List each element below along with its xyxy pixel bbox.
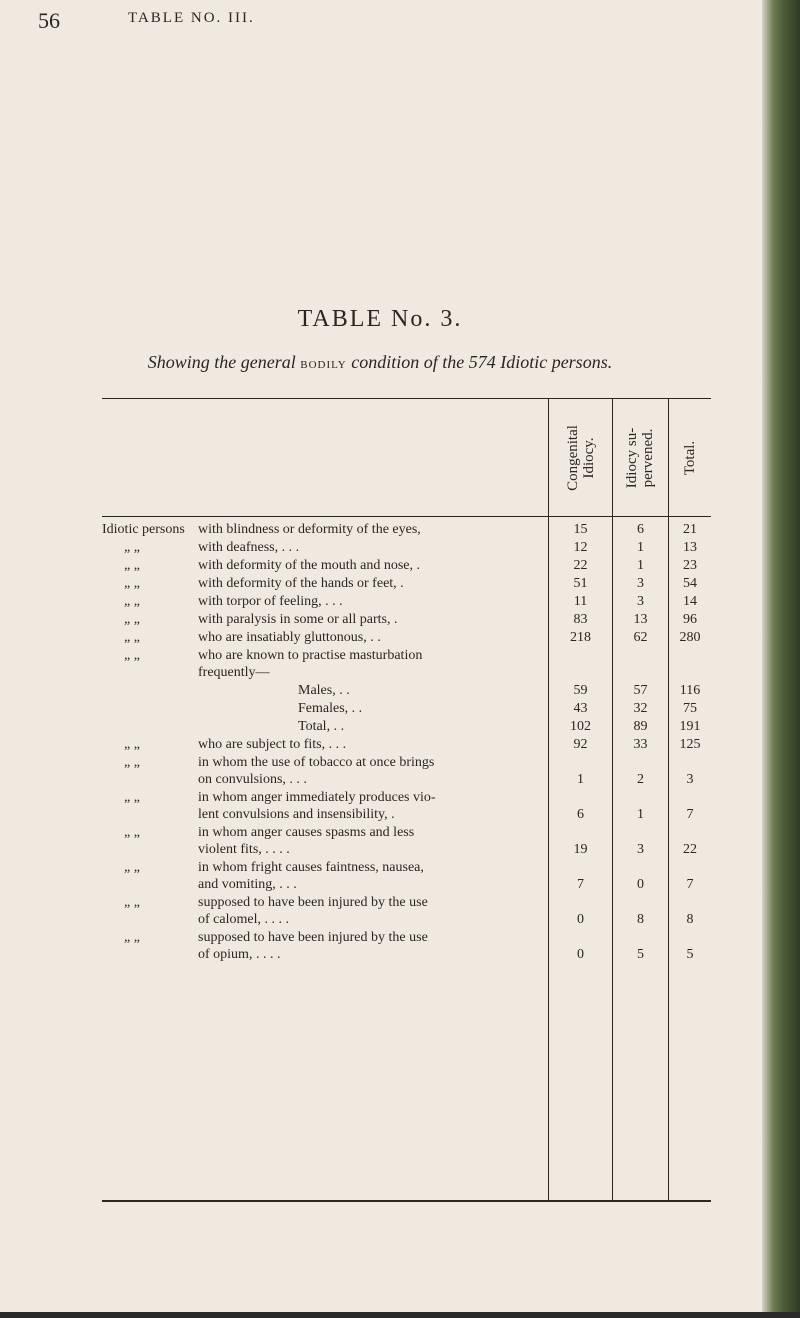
row-label-line (102, 824, 552, 841)
cell-total: 13 (683, 540, 697, 555)
cell-supervened: 1 (637, 807, 644, 822)
row-label (102, 894, 552, 928)
cell-congenital: 59 (573, 683, 588, 698)
row-label-line (102, 593, 552, 610)
row-label (102, 929, 552, 963)
cell-supervened: 3 (637, 594, 644, 609)
row-label-line: and vomiting, . . . (198, 877, 297, 892)
scan-bottom-edge (0, 1312, 800, 1318)
cell-total: 22 (683, 842, 697, 857)
row-label (102, 593, 552, 610)
cell-supervened: 3 (637, 576, 644, 591)
row-label (102, 521, 552, 538)
cell-supervened: 32 (633, 701, 648, 716)
subtitle-part-2: condition of the 574 Idiotic persons. (351, 352, 613, 372)
row-sub-label: Males, . . (298, 683, 350, 698)
col-header-total (669, 400, 711, 515)
row-prefix: „ „ (124, 737, 140, 752)
cell-supervened: 89 (633, 719, 648, 734)
cell-congenital: 0 (577, 947, 584, 962)
cell-total: 75 (683, 701, 697, 716)
row-text: with blindness or deformity of the eyes, (198, 522, 421, 537)
cell-total: 54 (683, 576, 697, 591)
row-label-line (102, 521, 552, 538)
col-header-supervened (613, 400, 668, 515)
row-label-line (102, 647, 552, 664)
row-prefix: „ „ (124, 930, 140, 945)
row-text: who are known to practise masturbation (198, 648, 423, 663)
cell-congenital: 15 (573, 522, 588, 537)
row-label (102, 539, 552, 556)
subtitle-part-1: Showing the general (147, 352, 296, 372)
row-label-line: lent convulsions and insensibility, . (198, 807, 395, 822)
row-text: in whom fright causes faintness, nausea, (198, 860, 424, 875)
row-label-line (102, 894, 552, 911)
cell-total: 7 (686, 877, 694, 892)
row-text: supposed to have been injured by the use (198, 895, 428, 910)
row-label (102, 736, 552, 753)
cell-supervened: 33 (633, 737, 648, 752)
cell-congenital: 51 (573, 576, 588, 591)
row-sub-label: Total, . . (298, 719, 345, 734)
cell-supervened: 3 (637, 842, 644, 857)
row-prefix: „ „ (124, 576, 140, 591)
cell-supervened: 8 (637, 912, 644, 927)
table-top-rule (102, 398, 711, 399)
table-bottom-rule (102, 1200, 711, 1202)
row-label-line (102, 629, 552, 646)
col-header-congenital-label: Congenital Idiocy. (564, 424, 597, 491)
row-text: with deformity of the hands or feet, . (198, 576, 404, 591)
row-label-line: frequently— (198, 665, 270, 680)
cell-congenital: 22 (573, 558, 588, 573)
cell-supervened: 1 (637, 540, 644, 555)
row-label-line (102, 754, 552, 771)
row-label (102, 718, 552, 735)
row-label (102, 629, 552, 646)
row-text: who are subject to fits, . . . (198, 737, 347, 752)
row-text: with torpor of feeling, . . . (198, 594, 343, 609)
row-label (102, 647, 552, 681)
row-prefix: „ „ (124, 630, 140, 645)
cell-supervened: 2 (637, 772, 644, 787)
row-label-line: on convulsions, . . . (198, 772, 307, 787)
column-rule-3 (668, 398, 669, 1202)
row-prefix: „ „ (124, 594, 140, 609)
row-label-line (102, 611, 552, 628)
row-label (102, 575, 552, 592)
cell-total: 3 (686, 772, 694, 787)
row-label (102, 700, 552, 717)
cell-total: 191 (679, 719, 701, 734)
cell-congenital: 83 (573, 612, 588, 627)
cell-total: 7 (686, 807, 694, 822)
row-label (102, 789, 552, 823)
cell-congenital: 102 (570, 719, 591, 734)
row-label (102, 754, 552, 788)
row-label-line (102, 539, 552, 556)
row-label-line (102, 575, 552, 592)
cell-congenital: 7 (577, 877, 584, 892)
cell-total: 125 (679, 737, 701, 752)
cell-congenital: 11 (573, 594, 588, 609)
cell-supervened: 1 (637, 558, 644, 573)
cell-supervened: 57 (633, 683, 648, 698)
row-label (102, 682, 552, 699)
cell-total: 14 (683, 594, 697, 609)
row-label-line: violent fits, . . . . (198, 842, 290, 857)
row-sub-label: Females, . . (298, 701, 363, 716)
col-header-total-label: Total. (681, 440, 698, 475)
row-label (102, 824, 552, 858)
row-label-line (102, 789, 552, 806)
row-text: in whom anger immediately produces vio- (198, 790, 436, 805)
row-prefix: „ „ (124, 895, 140, 910)
cell-total: 5 (686, 947, 694, 962)
row-prefix: „ „ (124, 540, 140, 555)
subtitle-smallcaps: bodily (300, 356, 347, 372)
row-text: who are insatiably gluttonous, . . (198, 630, 381, 645)
col-header-congenital (549, 400, 612, 515)
row-label (102, 859, 552, 893)
running-head: TABLE NO. III. (128, 10, 255, 26)
cell-total: 280 (679, 630, 701, 645)
row-prefix: „ „ (124, 558, 140, 573)
row-label (102, 557, 552, 574)
row-prefix: „ „ (124, 612, 140, 627)
cell-supervened: 6 (637, 522, 644, 537)
cell-total: 116 (679, 683, 701, 698)
cell-supervened: 0 (637, 877, 644, 892)
table-title: TABLE No. 3. (297, 306, 463, 332)
cell-total: 96 (683, 612, 697, 627)
cell-supervened: 13 (633, 612, 648, 627)
cell-supervened: 5 (637, 947, 644, 962)
row-text: in whom the use of tobacco at once brings (198, 755, 435, 770)
row-text: with deformity of the mouth and nose, . (198, 558, 421, 573)
row-label (102, 611, 552, 628)
row-prefix: „ „ (124, 860, 140, 875)
column-rule-2 (612, 398, 613, 1202)
cell-total: 21 (683, 522, 697, 537)
row-prefix: „ „ (124, 790, 140, 805)
cell-congenital: 12 (573, 540, 588, 555)
data-table (102, 398, 711, 1308)
row-label-line: of calomel, . . . . (198, 912, 289, 927)
row-label-line (102, 859, 552, 876)
cell-congenital: 0 (577, 912, 584, 927)
row-text: with paralysis in some or all parts, . (198, 612, 398, 627)
cell-total: 23 (683, 558, 697, 573)
row-prefix: „ „ (124, 825, 140, 840)
row-text: in whom anger causes spasms and less (198, 825, 415, 840)
cell-congenital: 6 (577, 807, 584, 822)
table-subtitle (0, 352, 760, 373)
row-label-line: of opium, . . . . (198, 947, 281, 962)
row-label-line (102, 557, 552, 574)
row-text: with deafness, . . . (198, 540, 300, 555)
cell-congenital: 43 (573, 701, 588, 716)
col-header-supervened-label: Idiocy su- pervened. (624, 427, 657, 488)
row-label-line (102, 929, 552, 946)
row-prefix: „ „ (124, 648, 140, 663)
row-prefix: „ „ (124, 755, 140, 770)
cell-total: 8 (686, 912, 694, 927)
row-prefix: Idiotic persons (102, 522, 185, 537)
cell-congenital: 19 (573, 842, 588, 857)
cell-congenital: 92 (573, 737, 588, 752)
header-bottom-rule (102, 516, 711, 517)
cell-supervened: 62 (633, 630, 648, 645)
row-text: supposed to have been injured by the use (198, 930, 428, 945)
page-number: 56 (38, 8, 60, 33)
cell-congenital: 1 (577, 772, 584, 787)
row-label-line (102, 736, 552, 753)
cell-congenital: 218 (570, 630, 591, 645)
book-binding-edge (762, 0, 800, 1318)
